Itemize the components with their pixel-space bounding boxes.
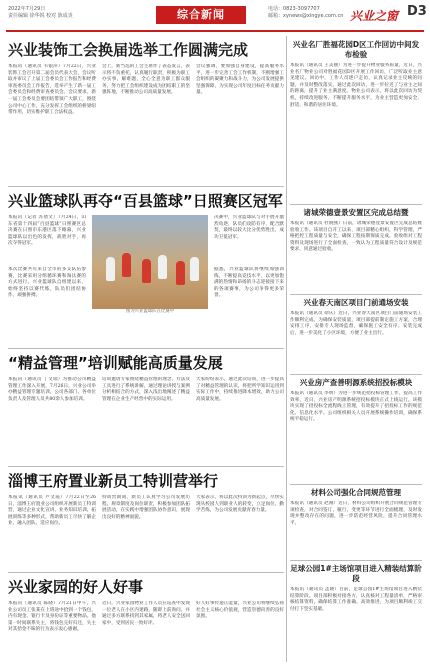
brief-body: 本报讯（通讯员 李明）为进一步规范招投标管理工作，提高工作效率，近日，兴业房产明源系统招投标模块正式上线运行。该模块实现了招投标全流程线上管理，有效提升了招投标工作的规范化、信息化水平。公司组织相关人员开展系统操作培训，确保系统平稳运行。 [290, 391, 422, 423]
article-paragraph: 好人好事传递正能量，兴业公司将继续弘扬社会主义核心价值观，营造崇德向善的良好氛围。 [196, 601, 284, 620]
brief-headline: 兴业春天南区项目门前通场安装 [303, 298, 409, 307]
article-headline: 兴业装饰工会换届选举工作圆满完成 [8, 41, 249, 59]
column-divider [286, 36, 287, 662]
brief-body: 本报讯（通讯员 杜晓燕）日前，诸城荣德壹景安置区完成总结暨验收工作。该项目自开工以来，项目部精心组织，科学管理，严格把控工程质量与安全，确保工程按期保质完成。验收组对工程资料及现场进行了全面检查，一致认为工程质量符合设计及规范要求，同意通过验收。 [290, 221, 422, 253]
article-paragraph: 特训营期间，新员工认真学习公司发展历程、规章制度及岗位职责，积极参加团队拓展活动，在实践中增强团队协作意识，展现出良好的精神面貌。 [102, 495, 190, 520]
header-contact [268, 6, 343, 20]
phone: 电话：0823-3097707 [268, 6, 320, 12]
section-title: 综合新闻 [156, 6, 246, 24]
article-new-staff [8, 466, 284, 573]
brief-body: 本报讯（通讯员 徐庆）近日，兴业春天南区项目门前通场安装工作顺利完成。为确保安装质量，项目部提前制定施工方案，合理安排工序，安排专人现场监督，确保施工安全有序。安装完成后，进一步美化了小区环境，方便了业主出行。 [290, 311, 422, 336]
brief-headline: 足球公园1#主场馆项目进入精装结算阶段 [290, 564, 422, 583]
brief-gate-install [290, 294, 422, 371]
article-headline: 兴业家园的好人好事 [8, 578, 144, 596]
article-paragraph: 本报讯（通讯员 韦银萍）7月22日，兴业装饰工会召开第二届会员代表大会，会议听取并审议了上届工会委员会工作报告和经费审查委员会工作报告，选举产生了新一届工会委员会和经费审查委员会。会议要求，新一届工会委员会要团结带领广大职工，围绕公司中心工作，充分发挥工会组织的桥梁纽带作用，切实维护职工合法权益。 [8, 64, 96, 116]
article-paragraph: 本报讯（通讯员 丁文瑞）为推动公司精益管理工作深入开展，7月26日，兴业公司举办精益管理专题培训，公司各部门、各单位负责人及管理人员共80余人参加培训。 [8, 377, 96, 402]
basketball-photo [92, 215, 208, 309]
article-paragraph: 本报讯（通讯员 卢文霞）7月22日至26日，淄博王府置业公司组织开展新员工特训营，通过企业文化宣讲、业务知识培训、拓展训练等多种形式，帮助新员工尽快了解企业、融入团队、适应岗位。 [8, 495, 96, 527]
article-union-election [8, 40, 284, 182]
article-basketball [8, 186, 284, 319]
article-paragraph: 决赛中，兴业篮球队与对手展开激烈角逐，队员们攻防有序，配合默契，最终以较大比分优势胜出，成功卫冕冠军。 [214, 215, 284, 240]
page-number: D3 [407, 4, 427, 19]
article-headline: 兴业篮球队再夺“百县篮球”日照赛区冠军 [8, 192, 283, 210]
brief-headline: 材料公司强化合同规范管理 [311, 488, 401, 497]
article-paragraph: 会上，新当选的工会主席作了表态发言，表示将不负重托，认真履行职责，积极为职工办实事、解难题，全心全意为职工群众服务，努力把工会组织建设成为团结职工的坚强阵地，不断推动公司高质量发展。 [102, 64, 190, 96]
header-rule [6, 30, 424, 32]
photo-caption: 图为兴业篮球队在比赛中 [125, 309, 175, 314]
article-paragraph: 培训邀请专家围绕精益管理的理念、方法及工具进行了系统讲解，通过理论讲授与案例分析相结合的方式，深入浅出地阐述了精益管理在企业生产经营中的实际运用。 [102, 377, 190, 402]
article-paragraph: 近日，兴业家园物业工作人员在巡查中发现一位老人在小区内迷路，随即上前询问，并通过多方联系找到其家属，将老人安全送回家中，受到居民一致好评。 [102, 601, 190, 626]
article-paragraph: 会议强调，要加强自身建设，提高服务水平，进一步完善工会工作机制，不断增强工会组织的凝聚力和战斗力，为公司发展提供坚强保障，为实现公司年度目标任务贡献力量。 [196, 64, 284, 96]
article-paragraph: 本报讯（记者 苏倩文）7月24日，山东省第十四届“百县篮球”日照赛区总决赛在日照市东港区落下帷幕，兴业篮球队以出色的发挥，战胜对手，再次夺得冠军。 [8, 215, 86, 247]
issue-date: 2022年7月29日 [8, 6, 46, 12]
email: 邮箱：xynews@xingye.com.cn [268, 13, 344, 19]
article-headline: “精益管理”培训赋能高质量发展 [8, 354, 223, 372]
article-paragraph: 据悉，兴业篮球队将继续加强训练，不断提高竞技水平，以更加饱满的热情和昂扬的斗志迎接接下来的各项赛事，为公司争得更多荣誉。 [214, 267, 284, 299]
header-meta [8, 6, 73, 20]
brief-headline: 诸城荣德壹景安置区完成总结暨 [303, 208, 409, 217]
brief-headline: 兴业房产查善明源系统招投标模块 [299, 378, 413, 387]
article-paragraph: 大家表示，将以此次特训为新起点，尽快实现从校园人到职业人的转变，立足岗位、勤学苦练，为公司发展贡献青春力量。 [196, 495, 284, 514]
brief-body: 本报讯（通讯员 赵刚）近日，材料公司组织开展合同规范管理专项检查，对合同签订、履行、变更等环节进行全面梳理，及时发现并整改存在的问题，进一步防范经营风险，提升合同管理水平。 [290, 501, 422, 526]
newspaper-header [0, 0, 430, 38]
article-paragraph: 本报讯（通讯员 陈晓）7月21日中午，兴业公司员工张某在上班途中拾到一个钱包，内有现金、银行卡及身份证等重要物品。他第一时间联系失主，将钱包完好归还，失主对其拾金不昧的行为表示衷心感谢。 [8, 601, 96, 633]
article-paragraph: 大家纷纷表示，通过此次培训，进一步提高了对精益管理的认识，将把所学知识运用到实际工作中，持续推进降本增效，助力公司高质量发展。 [196, 377, 284, 402]
staff-line: 责任编辑 徐华锐 校对 陈成炎 [8, 13, 73, 19]
article-paragraph: 本次比赛共有来自全市的多支队伍参赛，比赛采用分组循环赛和淘汰赛的方式进行。兴业篮球队自组建以来，始终坚持以赛代练，队员们团结协作、顽强拼搏。 [8, 267, 86, 299]
article-lean-training [8, 348, 284, 467]
brief-contract-management [290, 484, 422, 559]
brief-body: 本报讯（通讯员 王美丽）为进一步提升物业服务质量，近日，兴业名厂物业公司对胜福花园D区开展工作回访，广泛听取业主意见建议。回访中，工作人员逐户走访，认真记录业主反映的问题，并及时整改落实。通过此次回访，进一步拉近了与业主之间的距离，提升了业主满意度。物业公司表示，将以此次回访为契机，持续改进服务，不断提升服务水平，为业主营造更加安全、舒适、和谐的居住环境。 [290, 63, 422, 108]
brief-followup-visit [290, 40, 422, 207]
brief-headline: 兴业名厂胜福花园D区工作回访中间发布检验 [292, 40, 420, 59]
brief-bidding-module [290, 374, 422, 483]
article-headline: 淄博王府置业新员工特训营举行 [8, 472, 219, 490]
article-good-deeds [8, 572, 284, 667]
masthead-logo: 兴业之窗 [349, 9, 398, 23]
brief-resettlement [290, 204, 422, 293]
brief-football-park [290, 560, 422, 665]
brief-body: 本报讯（通讯员 孟晓）目前，足球公园1#主场馆项目进入精装结算阶段。项目部积极对接各方，认真核对工程量清单，严格审核结算资料，确保结算工作准确、高效推进，为项目顺利竣工交付打下坚实基础。 [290, 587, 422, 612]
